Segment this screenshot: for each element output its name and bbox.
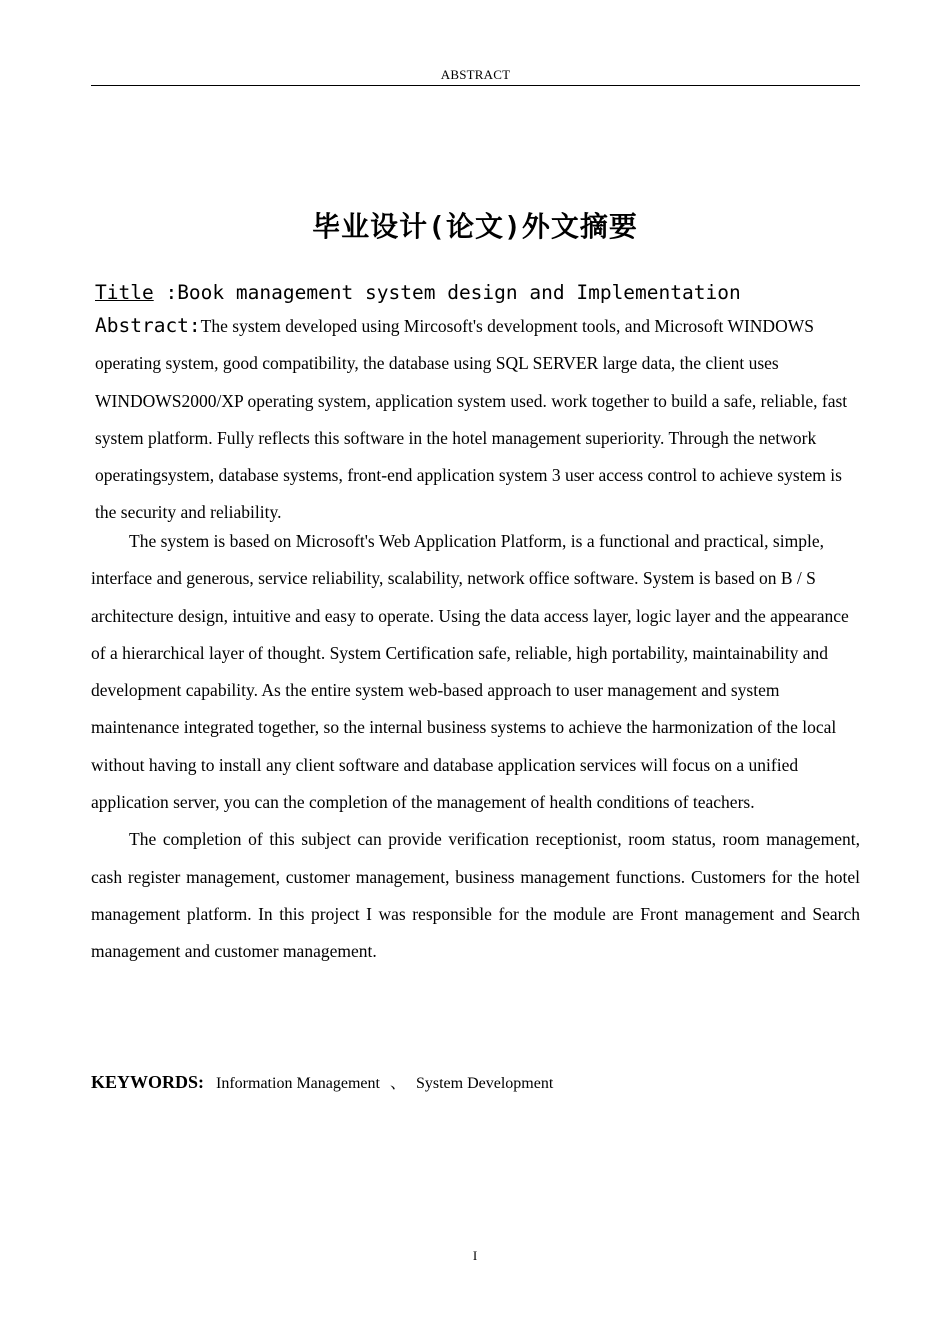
body-paragraph-1: The system is based on Microsoft's Web Application Platform, is a functional and practical, simple, interface and generous, service reliability, scalability, network office software. System is based on B / S architecture design, intuitive and easy to operate. Using the data access layer, logic layer and the appearance of a hierarchical layer of thought. System Certification safe, reliable, high portability, maintainability and development capability. As the entire system web-based approach to user management and system maintenance integrated together, so the internal business systems to achieve the harmonization of the local without having to install any client software and database application services will focus on a unified application server, you can the completion of the management of health conditions of teachers.: [91, 531, 849, 813]
page-title: 毕业设计(论文)外文摘要: [312, 210, 638, 243]
keyword-separator: 、: [389, 1075, 406, 1092]
running-header: ABSTRACT: [440, 67, 511, 82]
title-separator: :: [153, 281, 178, 304]
keywords-line: [91, 1070, 553, 1093]
header-rule: [91, 85, 860, 86]
abstract-text: The system developed using Mircosoft's development tools, and Microsoft WINDOWS operating system, good compatibility, the database using SQL SERVER large data, the client uses WINDOWS2000/XP operating system, application system used. work together to build a safe, reliable, fast system platform. Fully reflects this software in the hotel management superiority. Through the network operatingsystem, database systems, front-end application system 3 user access control to achieve system is the security and reliability.: [95, 316, 848, 523]
thesis-title-text: Book management system design and Implementation: [177, 281, 741, 304]
abstract-label: Abstract:: [95, 314, 201, 337]
body-text: [91, 523, 860, 971]
keywords-label: KEYWORDS:: [91, 1072, 205, 1092]
keyword-item: System Development: [415, 1075, 554, 1092]
abstract-block: [95, 307, 860, 532]
abstract-paragraph: [95, 307, 860, 532]
title-label: Title: [95, 281, 154, 304]
page-number: I: [472, 1248, 478, 1263]
body-paragraph-2: The completion of this subject can provide verification receptionist, room status, room management, cash register management, customer management, business management functions. Customers for the hotel management platform. In this project I was responsible for the module are Front management and Search management and customer management.: [91, 829, 860, 962]
thesis-title-line: [95, 281, 741, 304]
keyword-item: Information Management: [216, 1075, 380, 1092]
